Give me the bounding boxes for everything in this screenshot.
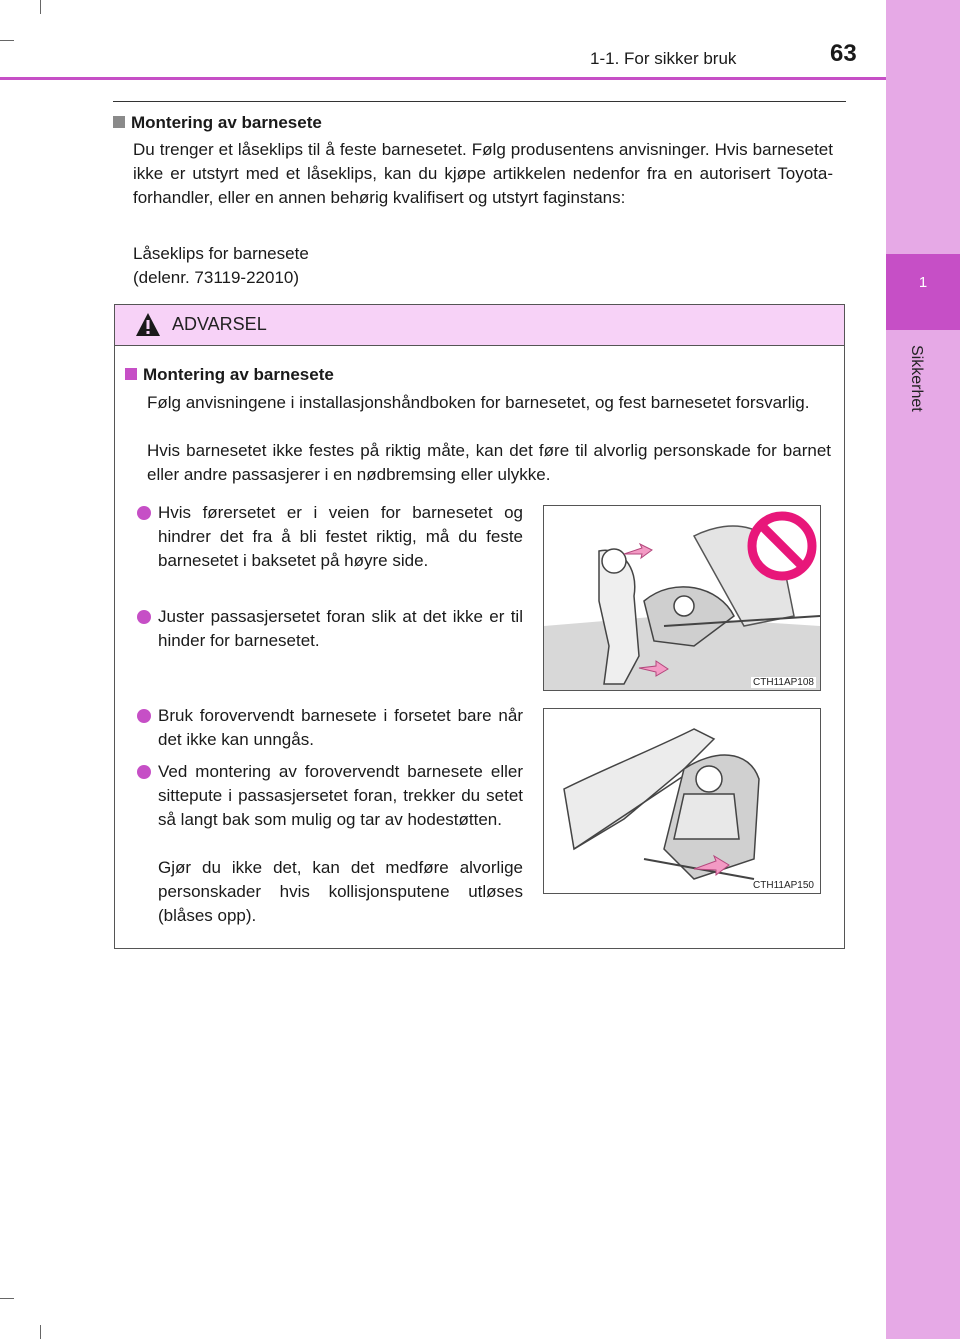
image-code: CTH11AP150 [753, 880, 814, 891]
list-item-continuation: Gjør du ikke det, kan det medføre alvorlige personskader hvis kollisjonsputene utløses (blåses opp). [158, 858, 523, 925]
circle-bullet-icon [137, 765, 151, 779]
crop-mark [0, 1298, 14, 1299]
warning-triangle-icon [135, 312, 161, 337]
list-item: Hvis førersetet er i veien for barnesetet og hindrer det fra å bli festet riktig, må du feste barnesetet i baksetet på høyre side. [137, 501, 523, 573]
section-title: 1-1. For sikker bruk [590, 49, 737, 68]
square-bullet-icon [113, 116, 125, 128]
crop-mark [40, 0, 41, 14]
part-line-1: Låseklips for barnesete [133, 244, 309, 263]
crop-mark [40, 1325, 41, 1339]
circle-bullet-icon [137, 506, 151, 520]
warning-paragraph-1: Følg anvisningene i installasjonshåndboken for barnesetet, og fest barnesetet forsvarlig. [147, 393, 810, 412]
warning-label: ADVARSEL [172, 314, 267, 334]
intro-heading: Montering av barnesete [113, 113, 322, 133]
warning-heading: Montering av barnesete [125, 365, 334, 385]
side-tab-strip [886, 0, 960, 1339]
intro-paragraph: Du trenger et låseklips til å feste barnesetet. Følg produsentens anvisninger. Hvis barnesetet ikke er utstyrt med et låseklips, kan du kjøpe artikkelen nedenfor fra en autorisert Toyota-forhandler, eller en annen behørig kvalifisert og utstyrt faginstans: [133, 140, 833, 207]
list-item: Juster passasjersetet foran slik at det ikke er til hinder for barnesetet. [137, 605, 523, 653]
page-number: 63 [830, 40, 857, 67]
side-tab-active [886, 254, 960, 330]
warning-paragraph-2: Hvis barnesetet ikke festes på riktig måte, kan det føre til alvorlig personskade for barnet eller andre passasjerer i en nødbremsing eller ulykke. [147, 441, 831, 484]
side-tab-number: 1 [918, 274, 928, 291]
warning-header [115, 305, 844, 346]
square-bullet-icon [125, 368, 137, 380]
image-code: CTH11AP108 [753, 677, 814, 688]
circle-bullet-icon [137, 610, 151, 624]
header-rule [0, 77, 886, 80]
part-line-2: (delenr. 73119-22010) [133, 268, 300, 287]
list-item: Ved montering av forovervendt barnesete eller sittepute i passasjersetet foran, trekker du setet så langt bak som mulig og tar av hodestøtten. [137, 760, 523, 832]
illustration-front-seat [543, 708, 821, 894]
crop-mark [0, 40, 14, 41]
front-seat-illustration [544, 709, 820, 893]
list-item: Bruk forovervendt barnesete i forsetet bare når det ikke kan unngås. [137, 704, 523, 752]
circle-bullet-icon [137, 709, 151, 723]
driver-seat-illustration [544, 506, 820, 690]
content-rule [113, 101, 846, 102]
illustration-driver-seat [543, 505, 821, 691]
side-tab-label: Sikkerhet [908, 345, 925, 412]
warning-box [114, 304, 845, 949]
